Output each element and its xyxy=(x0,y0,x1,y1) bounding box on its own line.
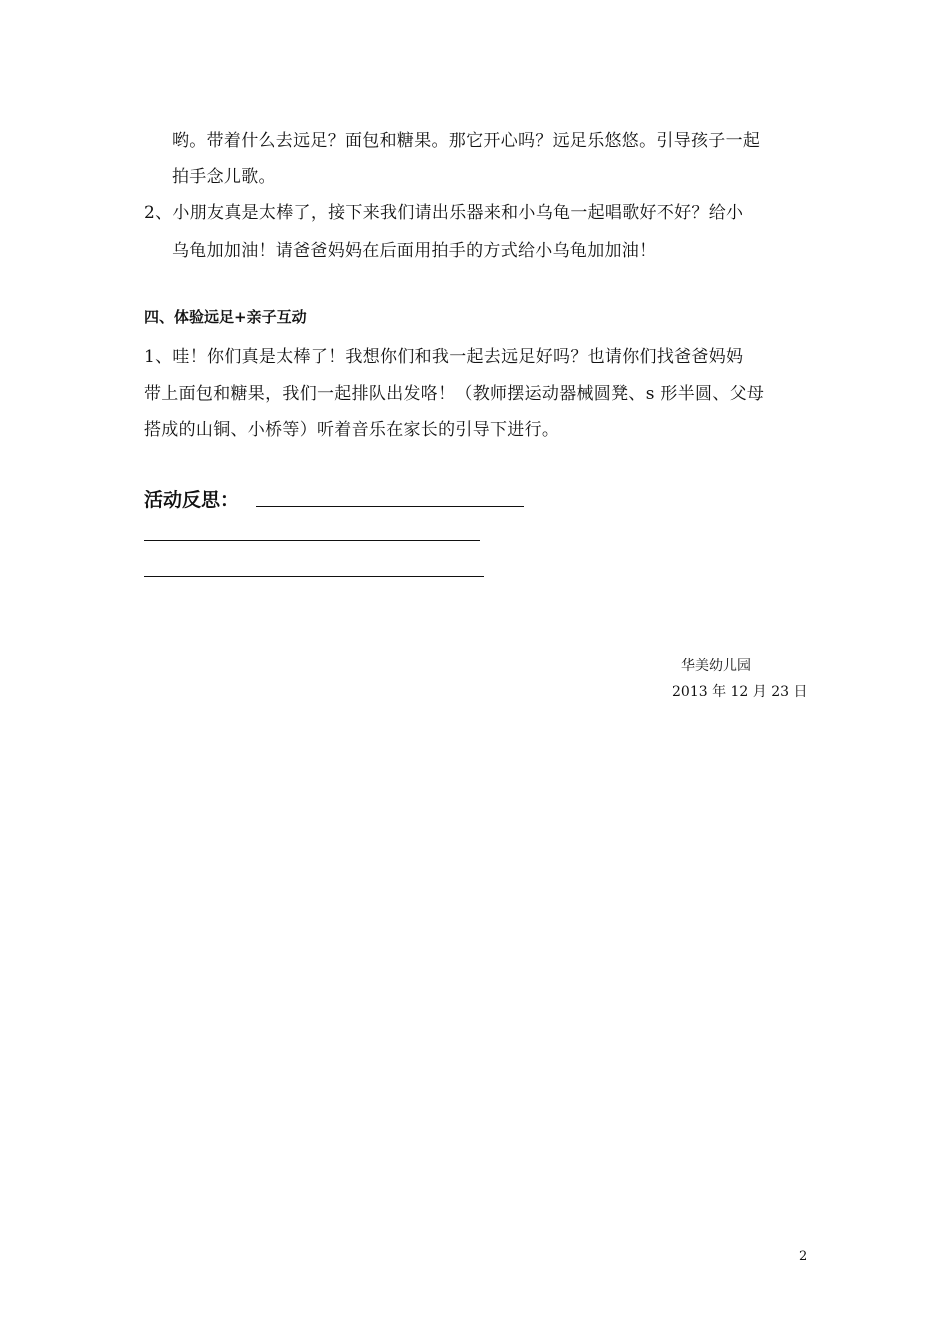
paragraph-line: 哟。带着什么去远足？面包和糖果。那它开心吗？远足乐悠悠。引导孩子一起 xyxy=(172,131,761,151)
section-heading: 四、体验远足+亲子互动 xyxy=(144,308,307,326)
reflection-blank-line xyxy=(256,506,524,507)
paragraph-line: 带上面包和糖果，我们一起排队出发咯！（教师摆运动器械圆凳、s 形半圆、父母 xyxy=(144,384,765,404)
reflection-blank-line xyxy=(144,540,480,541)
list-item-2: 2、小朋友真是太棒了，接下来我们请出乐器来和小乌龟一起唱歌好不好？给小 xyxy=(144,203,744,223)
page-number: 2 xyxy=(799,1249,808,1264)
paragraph-line: 乌龟加加油！请爸爸妈妈在后面用拍手的方式给小乌龟加加油！ xyxy=(172,241,657,261)
reflection-label: 活动反思： xyxy=(144,489,240,511)
paragraph-line: 搭成的山铜、小桥等）听着音乐在家长的引导下进行。 xyxy=(144,420,560,440)
list-item-1: 1、哇！你们真是太棒了！我想你们和我一起去远足好吗？也请你们找爸爸妈妈 xyxy=(144,347,744,367)
school-name: 华美幼儿园 xyxy=(681,658,751,674)
reflection-blank-line xyxy=(144,576,484,577)
paragraph-line: 拍手念儿歌。 xyxy=(172,167,276,187)
document-date: 2013 年 12 月 23 日 xyxy=(672,684,808,700)
